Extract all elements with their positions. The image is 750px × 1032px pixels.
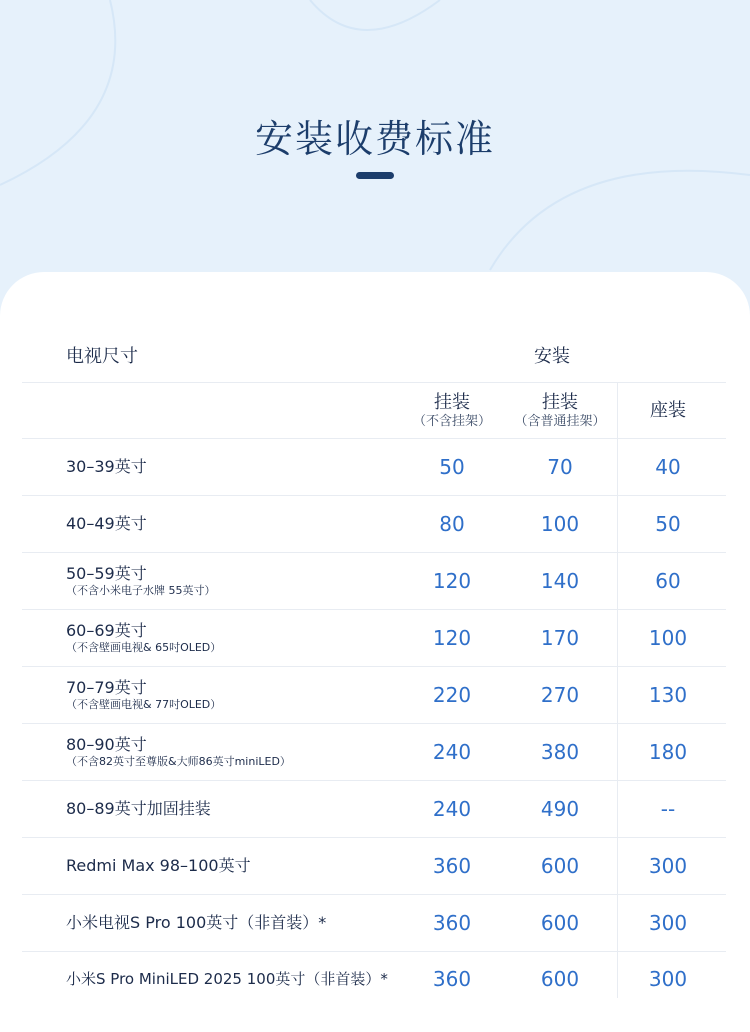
price-wall-bracket: 70 <box>547 455 573 479</box>
subheader-note: （含普通挂架） <box>514 413 606 429</box>
size-label: 60–69英寸 <box>66 621 147 640</box>
price-seat: 300 <box>648 911 688 935</box>
table-row <box>22 951 726 998</box>
table-subheader-row <box>22 383 726 439</box>
size-note: （不含82英寸至尊版&大师86英寸miniLED） <box>66 755 291 768</box>
price-wall-bracket: 600 <box>540 911 580 935</box>
price-seat: 130 <box>648 683 688 707</box>
size-label: 30–39英寸 <box>66 457 147 476</box>
size-label: 70–79英寸 <box>66 678 147 697</box>
subheader-label: 挂装 <box>434 391 470 413</box>
price-seat: 180 <box>648 740 688 764</box>
table-row <box>22 439 726 496</box>
price-wall-bracket: 490 <box>540 797 580 821</box>
price-wall: 360 <box>432 967 472 991</box>
price-seat: 300 <box>648 854 688 878</box>
price-wall-bracket: 100 <box>540 512 580 536</box>
page-title: 安装收费标准 <box>254 117 495 161</box>
price-wall: 120 <box>432 626 472 650</box>
subheader-note: （不含挂架） <box>412 413 491 429</box>
size-cell <box>66 439 147 495</box>
price-seat: 40 <box>655 455 681 479</box>
price-wall-bracket: 170 <box>540 626 580 650</box>
table-row <box>22 496 726 553</box>
header-tv-size: 电视尺寸 <box>66 346 138 367</box>
price-wall-bracket: 380 <box>540 740 580 764</box>
price-seat: -- <box>660 797 676 821</box>
size-note: （不含小米电子水牌 55英寸） <box>66 584 216 597</box>
price-wall-bracket: 600 <box>540 967 580 991</box>
price-seat: 50 <box>655 512 681 536</box>
size-label: Redmi Max 98–100英寸 <box>66 856 251 875</box>
size-label: 小米S Pro MiniLED 2025 100英寸（非首装）* <box>66 970 388 988</box>
price-wall-bracket: 270 <box>540 683 580 707</box>
table-row <box>22 781 726 838</box>
table-row <box>22 610 726 667</box>
size-note: （不含壁画电视& 65吋OLED） <box>66 641 222 654</box>
table-row <box>22 724 726 781</box>
price-seat: 60 <box>655 569 681 593</box>
size-label: 50–59英寸 <box>66 564 147 583</box>
size-cell <box>66 496 147 552</box>
size-label: 40–49英寸 <box>66 514 147 533</box>
subheader-label: 座装 <box>650 399 686 421</box>
size-cell <box>66 610 221 666</box>
price-wall: 220 <box>432 683 472 707</box>
size-label: 小米电视S Pro 100英寸（非首装）* <box>66 913 327 932</box>
price-wall: 360 <box>432 854 472 878</box>
size-cell <box>66 781 211 837</box>
size-cell <box>66 724 291 780</box>
price-wall-bracket: 140 <box>540 569 580 593</box>
price-wall: 240 <box>432 740 472 764</box>
size-cell <box>66 553 216 609</box>
table-row <box>22 553 726 610</box>
subheader-seat <box>618 383 718 438</box>
table-row <box>22 895 726 952</box>
size-cell <box>66 667 221 723</box>
size-cell <box>66 951 388 1007</box>
size-cell <box>66 895 326 951</box>
subheader-label: 挂装 <box>542 391 578 413</box>
size-cell <box>66 838 251 894</box>
price-wall: 80 <box>439 512 465 536</box>
size-label: 80–89英寸加固挂装 <box>66 799 211 818</box>
table-header-row <box>22 330 726 383</box>
price-wall: 120 <box>432 569 472 593</box>
subheader-wall-no-bracket <box>400 383 504 438</box>
subheader-wall-with-bracket <box>508 383 612 438</box>
size-note: （不含壁画电视& 77吋OLED） <box>66 698 222 711</box>
table-row <box>22 838 726 895</box>
price-wall-bracket: 600 <box>540 854 580 878</box>
title-underline <box>356 172 394 179</box>
price-wall: 50 <box>439 455 465 479</box>
price-seat: 300 <box>648 967 688 991</box>
size-label: 80–90英寸 <box>66 735 147 754</box>
price-wall: 240 <box>432 797 472 821</box>
price-wall: 360 <box>432 911 472 935</box>
header-install: 安装 <box>534 346 570 367</box>
table-row <box>22 667 726 724</box>
price-seat: 100 <box>648 626 688 650</box>
